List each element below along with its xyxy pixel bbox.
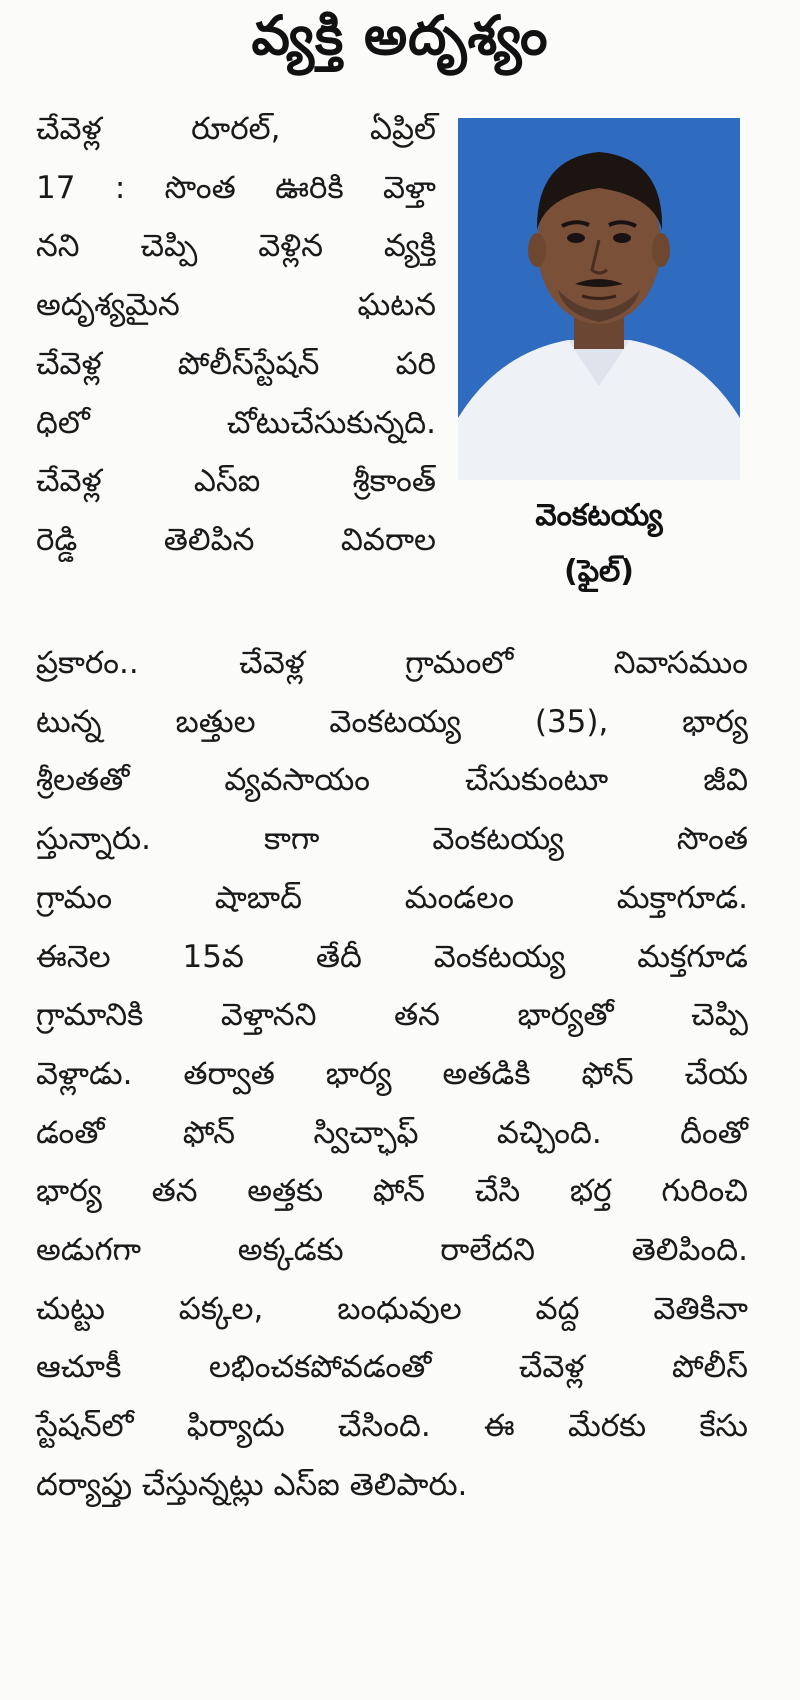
article-line: దర్యాప్తు చేస్తున్నట్లు ఎస్‌ఐ తెలిపారు. (36, 1466, 468, 1503)
article-line: చేవెళ్ల ఎస్‌ఐ శ్రీకాంత్‌ (36, 463, 436, 500)
article-line: టున్న బత్తుల వెంకటయ్య (35), భార్య (36, 703, 748, 740)
article-line: అడుగగా అక్కడకు రాలేదని తెలిపింది. (36, 1232, 748, 1269)
article-line: స్తున్నారు. కాగా వెంకటయ్య సొంత (36, 821, 748, 858)
article-line: స్టేషన్‌లో ఫిర్యాదు చేసింది. ఈ మేరకు కేసు (36, 1408, 748, 1445)
photo-caption-name: వెంకటయ్య (535, 498, 663, 533)
article-body-narrow (36, 100, 436, 570)
article-line: నని చెప్పి వెళ్లిన వ్యక్తి (36, 228, 436, 265)
article-line: డంతో ఫోన్‌ స్విచ్ఛాఫ్‌ వచ్చింది. దీంతో (36, 1114, 748, 1151)
article-line: అదృశ్యమైన ఘటన (36, 287, 436, 324)
article-line: 17 : సొంత ఊరికి వెళ్తా (36, 169, 436, 206)
article-line: శ్రీలతతో వ్యవసాయం చేసుకుంటూ జీవి (36, 762, 748, 799)
headline: వ్యక్తి అదృశ్యం (251, 4, 549, 67)
article-line: వెళ్లాడు. తర్వాత భార్య అతడికి ఫోన్‌ చేయ (36, 1055, 748, 1092)
article-line: చేవెళ్ల రూరల్‌, ఏప్రిల్‌ (36, 111, 436, 147)
article-line: ఆచూకీ లభించకపోవడంతో చేవెళ్ల పోలీస్‌ (36, 1349, 748, 1386)
article-line: రెడ్డి తెలిపిన వివరాల (36, 521, 436, 558)
person-portrait-image (458, 118, 740, 480)
article-body-wide (36, 634, 748, 1515)
article-line: భార్య తన అత్తకు ఫోన్‌ చేసి భర్త గురించి (36, 1173, 748, 1210)
photo-block (458, 118, 740, 594)
article-line: గ్రామం షాబాద్‌ మండలం మక్తాగూడ. (36, 879, 748, 916)
article-line: చుట్టు పక్కల, బంధువుల వద్ద వెతికినా (36, 1290, 748, 1327)
article-line: చేవెళ్ల పోలీస్‌స్టేషన్‌ పరి (36, 345, 436, 382)
article-line: ఈనెల 15వ తేదీ వెంకటయ్య మక్తగూడ (36, 938, 748, 975)
photo-caption-note: (ఫైల్‌) (563, 554, 635, 589)
person-photo (458, 118, 740, 480)
article-line: గ్రామానికి వెళ్తానని తన భార్యతో చెప్పి (36, 997, 748, 1034)
article-line: ధిలో చోటుచేసుకున్నది. (36, 404, 436, 441)
article-line: ప్రకారం.. చేవెళ్ల గ్రామంలో నివాసముం (36, 645, 748, 681)
